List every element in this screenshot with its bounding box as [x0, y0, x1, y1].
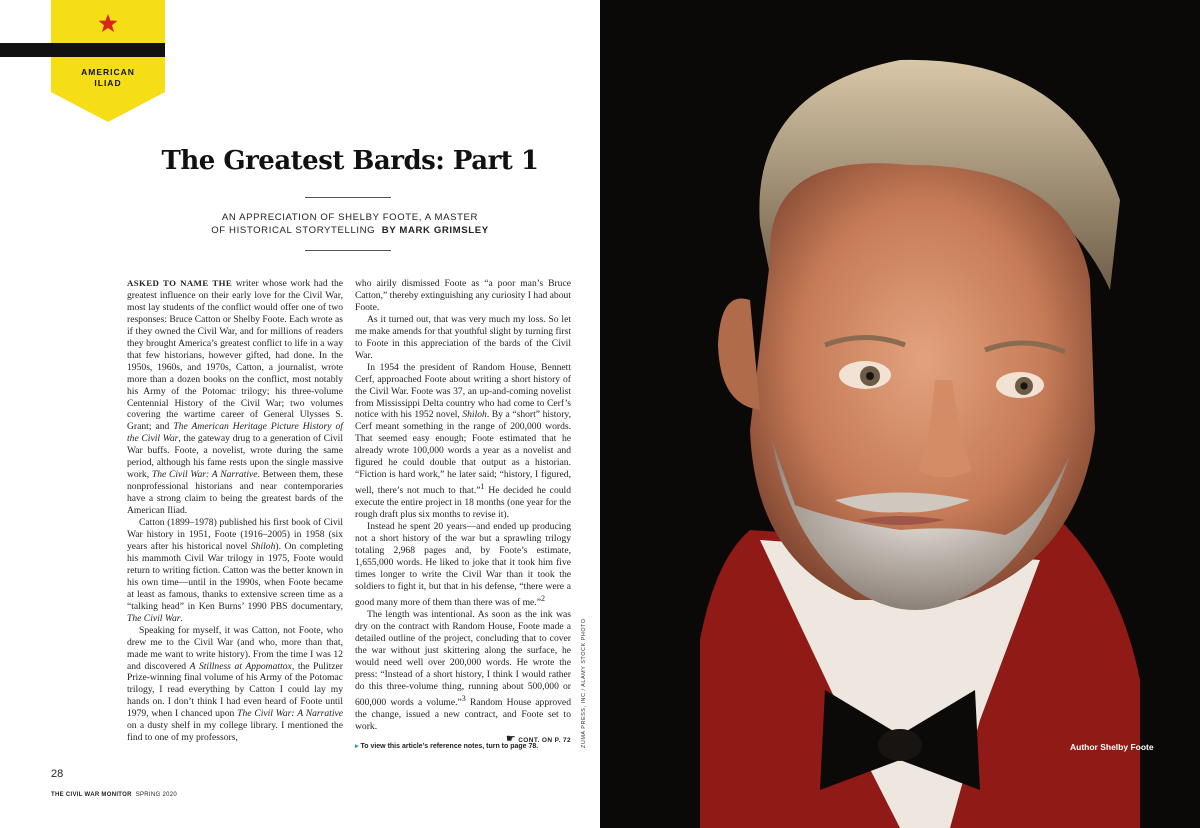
article-title: The Greatest Bards: Part 1 — [161, 146, 539, 176]
italic-title: The Civil War: A Narrative — [151, 469, 258, 481]
star-icon — [97, 12, 119, 34]
paragraph — [355, 521, 571, 609]
deck-divider — [305, 250, 391, 251]
footnote-ref: 2 — [540, 593, 545, 603]
byline: BY MARK GRIMSLEY — [381, 225, 489, 236]
footnote-ref: 1 — [480, 482, 485, 492]
text-run: . Between them, these nonprofessional historians and near contemporaries have a strong claim to being the greatest bards of the American Iliad. — [127, 469, 344, 517]
text-run: ). On completing his mammoth Civil War trilogy in 1975, Foote would return to writing fiction. Catton was the better known in his own time—until in the 1990s, when Foote became at least as famous, thanks to extensive screen time as a “talking head” in Ken Burns’ 1990 PBS documentary, — [127, 540, 344, 612]
text-run: Catton (1899–1978) published his first book of Civil War history in 1951, Foote (1916–2005) in 1958 (six years after his historical novel — [127, 517, 343, 552]
paragraph: who airily dismissed Foote as “a poor man’s Bruce Catton,” thereby extinguishing any curiosity I had about Foote. — [355, 278, 571, 313]
italic-title: The Civil War — [127, 612, 181, 624]
paragraph — [127, 625, 343, 745]
text-column-2 — [355, 278, 571, 747]
text-run: , the Pulitzer Prize-winning final volume of his Army of the Potomac trilogy, I read everything by Catton I could lay my hands on. I don’t think I had even heard of Foote until 1979, when I chanced upon — [127, 660, 343, 720]
text-run: . — [180, 612, 183, 624]
reference-note — [355, 742, 585, 750]
footnote-ref: 3 — [461, 693, 466, 703]
continued-marker: CONT. ON P. 72 — [518, 736, 571, 744]
pointing-hand-icon: ☛ — [505, 732, 516, 745]
section-label — [51, 67, 165, 89]
portrait-photo — [600, 0, 1200, 828]
paragraph — [355, 609, 571, 733]
deck-line-1: AN APPRECIATION OF SHELBY FOOTE, A MASTER — [221, 212, 479, 223]
text-run: , the gateway drug to a generation of Civil War buffs. Foote, a novelist, wrote during the same period, although his fame rests upon the single massive work, — [127, 433, 344, 481]
reference-note-text: To view this article’s reference notes, turn to page 78. — [360, 743, 539, 750]
text-run: Instead he spent 20 years—and ended up producing not a short history of the war but a sprawling trilogy totaling 2,968 pages and, by Foote’s estimate, 1,655,000 words. He liked to joke that it took him five times longer to write the Civil War than it took the soldiers to fight it, but that in his defense, “there were a good many more of them than there was of me.” — [355, 521, 571, 609]
paragraph — [127, 278, 343, 517]
page-number: 28 — [51, 768, 64, 780]
article-deck — [180, 211, 520, 237]
photo-credit: ZUMA PRESS, INC / ALAMY STOCK PHOTO — [581, 618, 587, 748]
italic-title: Shiloh — [462, 409, 487, 421]
text-run: Random House approved the change, issued a new contract, and Foote set to work. — [355, 696, 571, 732]
text-run: He decided he could execute the entire project in 18 months (one year for the rough draft plus six months to revise it). — [355, 485, 571, 521]
issue-date: SPRING 2020 — [135, 792, 178, 798]
italic-title: A Stillness at Appomattox — [189, 660, 292, 672]
page-footer — [51, 792, 177, 798]
text-run: The length was intentional. As soon as the ink was dry on the contract with Random House, Foote made a detailed outline of the project, concluding that to cover the war without just skittering along the surface, he would need well over 200,000 words. He wrote the press: “Instead of a short history, I think I would rather do this three-volume thing, running about 500,000 or 600,000 words a volume.” — [355, 609, 571, 708]
section-label-line2: ILIAD — [94, 78, 122, 88]
deck-line-2: OF HISTORICAL STORYTELLING — [211, 225, 376, 236]
text-run: Speaking for myself, it was Catton, not Foote, who drew me to the Civil War (and who, more than that, made me want to write history). From the time I was 12 and discovered — [127, 624, 343, 672]
title-divider — [305, 197, 391, 198]
paragraph — [127, 517, 343, 625]
italic-title: Shiloh — [250, 540, 276, 552]
text-column-1 — [127, 278, 343, 744]
right-page — [600, 0, 1200, 828]
magazine-name: THE CIVIL WAR MONITOR — [51, 792, 132, 798]
lead-in: ASKED TO NAME THE — [127, 278, 233, 288]
text-run: . By a “short” history, Cerf meant something in the range of 200,000 words. That seemed easy enough; Foote estimated that he already wrote 100,000 words a year as a novelist and figured he could double that output as a historian. “Fiction is hard work,” he later said; “history, I figured, well, there’s not much to that.” — [355, 409, 571, 497]
triangle-right-icon: ▸ — [355, 743, 359, 750]
paragraph — [355, 362, 571, 522]
italic-title: The American Heritage Picture History of the Civil War — [127, 421, 343, 445]
text-run: In 1954 the president of Random House, Bennett Cerf, approached Foote about writing a short history of the Civil War. Foote was 37, an up-and-coming novelist from Mississippi Delta country who had come to Cerf’s notice with his 1952 novel, — [355, 361, 571, 421]
photo-caption: Author Shelby Foote — [1070, 742, 1154, 752]
text-run: writer whose work had the greatest influence on their early love for the Civil War, most lay students of the conflict would offer one of two responses: Bruce Catton or Shelby Foote. Each wrote as if they owned the Civil War, and for millions of readers they brought America’s greatest conflict to life in a way that few historians, however gifted, had done. In the 1950s, 1960s, and 1970s, Catton, a journalist, wrote more than a dozen books on the conflict, most notably his Army of the Potomac trilogy; his three-volume Centennial History of the Civil War; two volumes covering the wartime career of General Ulysses S. Grant; and — [127, 278, 343, 433]
section-label-line1: AMERICAN — [81, 67, 135, 77]
paragraph: As it turned out, that was very much my loss. So let me make amends for that youthful slight by turning first to Foote in this appreciation of the bards of the Civil War. — [355, 313, 571, 361]
italic-title: The Civil War: A Narrative — [237, 708, 344, 720]
text-run: on a dusty shelf in my college library. I mentioned the find to one of my professors, — [127, 720, 343, 744]
